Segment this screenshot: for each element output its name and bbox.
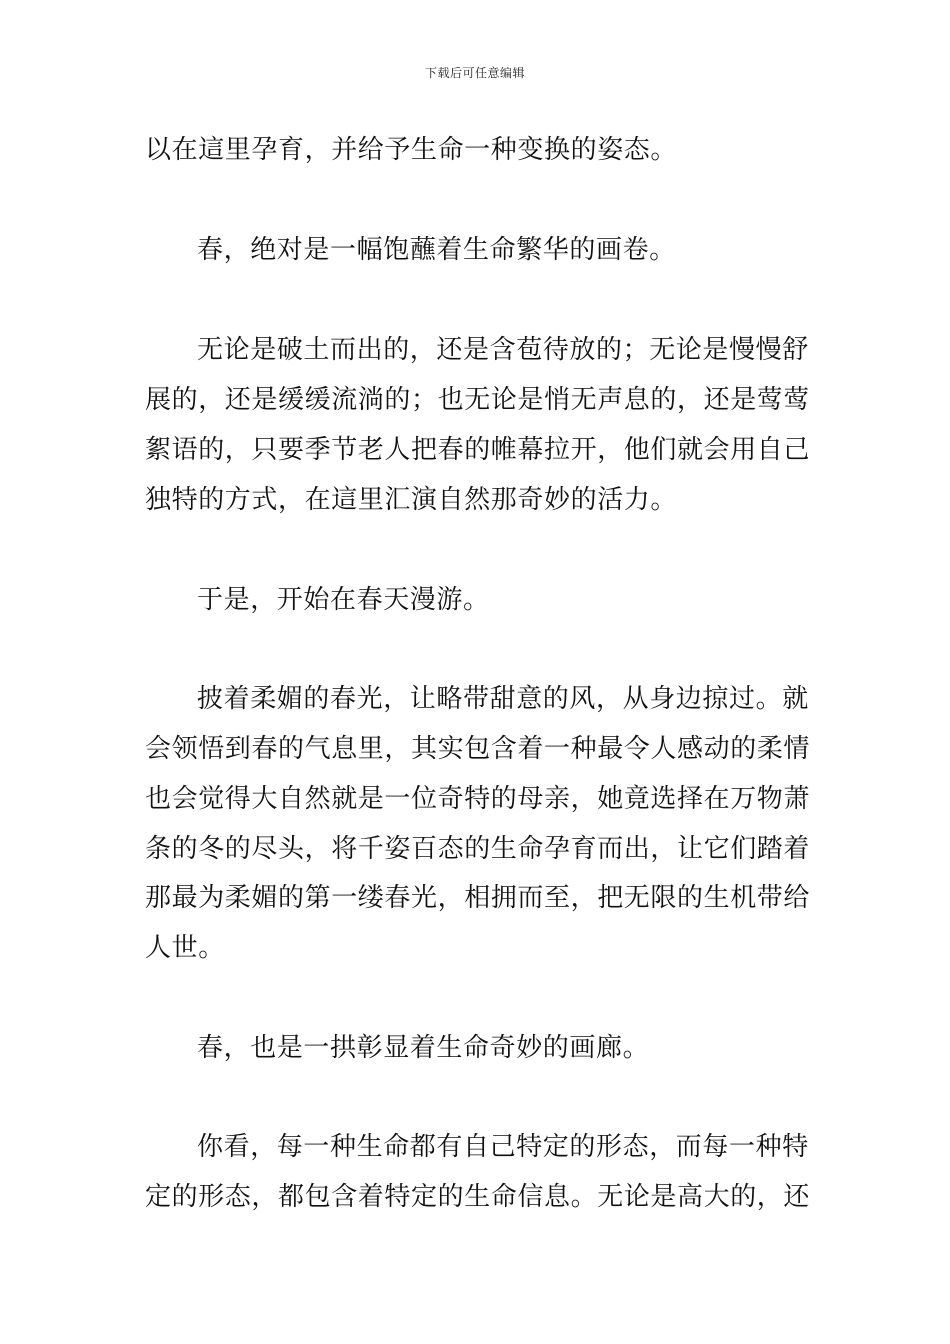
text-line: 春，也是一拱彰显着生命奇妙的画廊。 bbox=[197, 1033, 650, 1063]
text-line: 无论是破土而出的，还是含苞待放的；无论是慢慢舒 bbox=[197, 335, 809, 365]
text-line: 定的形态，都包含着特定的生命信息。无论是高大的，还 bbox=[145, 1182, 811, 1212]
text-line: 条的冬的尽头，将千姿百态的生命孕育而出，让它们踏着 bbox=[145, 834, 811, 864]
text-line: 会领悟到春的气息里，其实包含着一种最令人感动的柔情 bbox=[145, 734, 811, 764]
text-line: 独特的方式，在這里汇演自然那奇妙的活力。 bbox=[145, 485, 678, 515]
text-line: 你看，每一种生命都有自己特定的形态，而每一种特 bbox=[197, 1132, 809, 1162]
text-line: 于是，开始在春天漫游。 bbox=[197, 585, 490, 615]
text-line: 披着柔媚的春光，让略带甜意的风，从身边掠过。就 bbox=[197, 684, 809, 714]
text-line: 春，绝对是一幅饱蘸着生命繁华的画卷。 bbox=[197, 235, 676, 265]
text-line: 人世。 bbox=[145, 933, 225, 963]
text-line: 那最为柔媚的第一缕春光，相拥而至，把无限的生机带给 bbox=[145, 883, 811, 913]
text-line: 以在這里孕育，并给予生命一种变换的姿态。 bbox=[145, 135, 678, 165]
page-header: 下载后可任意编辑 bbox=[424, 66, 525, 80]
text-line: 展的，还是缓缓流淌的；也无论是悄无声息的，还是莺莺 bbox=[145, 385, 811, 415]
text-line: 也会觉得大自然就是一位奇特的母亲，她竟选择在万物萧 bbox=[145, 784, 811, 814]
text-line: 絮语的，只要季节老人把春的帷幕拉开，他们就会用自己 bbox=[145, 435, 811, 465]
